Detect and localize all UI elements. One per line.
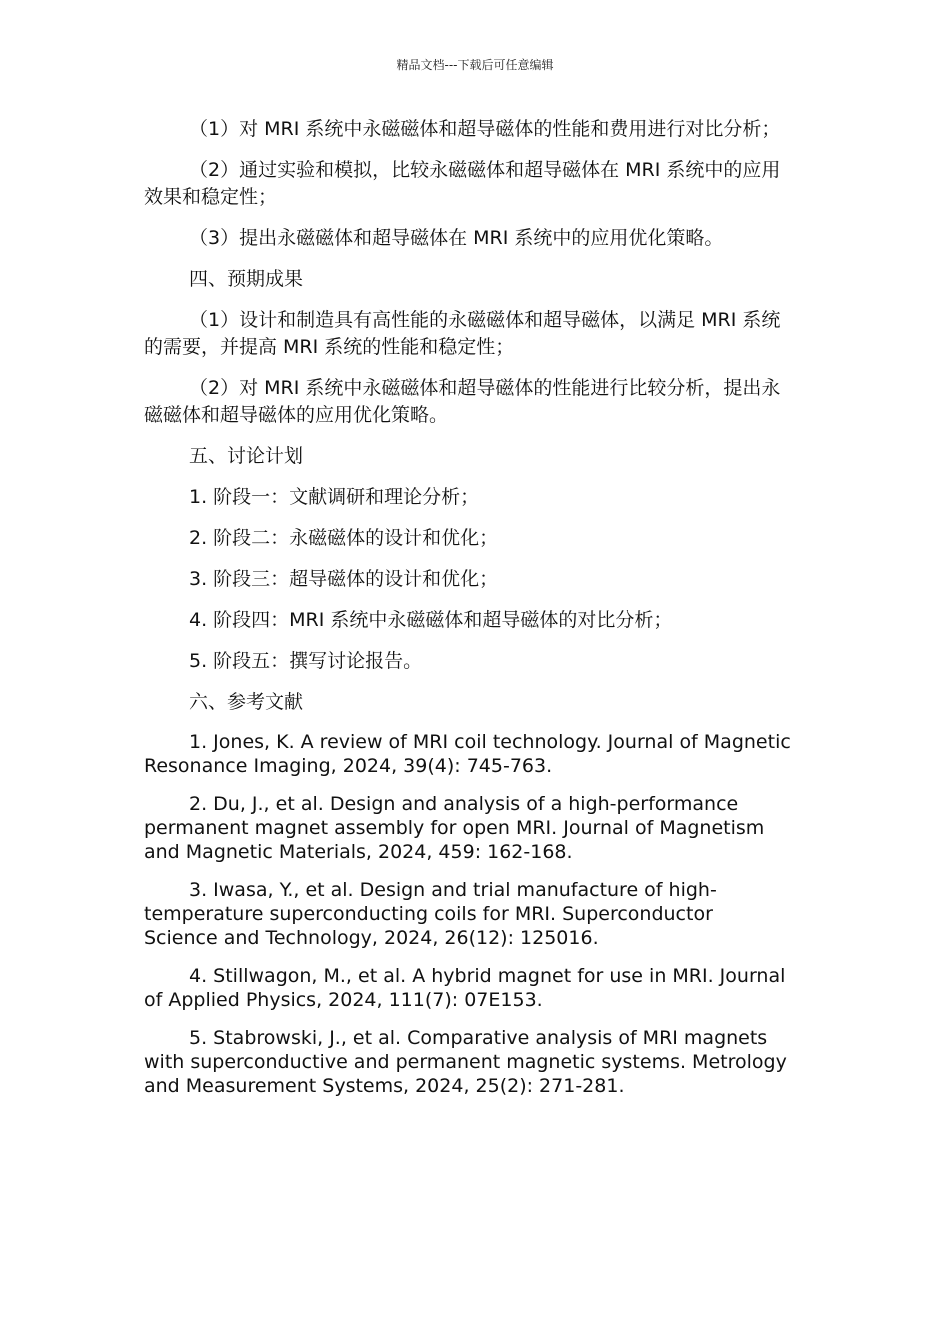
reference-item-5: 5. Stabrowski, J., et al. Comparative analysis of MRI magnets with superconductive and permanent magnetic systems. Metrology and Measurement Systems, 2024, 25(2): 271-281.: [144, 1027, 787, 1097]
plan-stage-1: 1. 阶段一：文献调研和理论分析；: [189, 486, 480, 508]
plan-stage-2: 2. 阶段二：永磁磁体的设计和优化；: [189, 527, 499, 549]
plan-stage-4: 4. 阶段四：MRI 系统中永磁磁体和超导磁体的对比分析；: [189, 609, 673, 631]
plan-stage-5: 5. 阶段五：撰写讨论报告。: [189, 650, 423, 672]
reference-item-1: 1. Jones, K. A review of MRI coil technology. Journal of Magnetic Resonance Imaging, 2024, 39(4): 745-763.: [144, 731, 791, 777]
paragraph-objective-2: （2）通过实验和模拟，比较永磁磁体和超导磁体在 MRI 系统中的应用效果和稳定性；: [144, 159, 781, 208]
reference-item-2: 2. Du, J., et al. Design and analysis of a high-performance permanent magnet assembly for open MRI. Journal of Magnetism and Magnetic Materials, 2024, 459: 162-168.: [144, 793, 765, 863]
page-header: 精品文档---下载后可任意编辑: [396, 58, 554, 72]
section-heading-plan: 五、讨论计划: [189, 445, 304, 467]
paragraph-objective-3: （3）提出永磁磁体和超导磁体在 MRI 系统中的应用优化策略。: [189, 227, 724, 249]
paragraph-result-1: （1）设计和制造具有高性能的永磁磁体和超导磁体，以满足 MRI 系统的需要，并提高 MRI 系统的性能和稳定性；: [144, 309, 781, 358]
paragraph-result-2: （2）对 MRI 系统中永磁磁体和超导磁体的性能进行比较分析，提出永磁磁体和超导磁体的应用优化策略。: [144, 377, 781, 426]
plan-stage-3: 3. 阶段三：超导磁体的设计和优化；: [189, 568, 499, 590]
reference-item-4: 4. Stillwagon, M., et al. A hybrid magnet for use in MRI. Journal of Applied Physics, 2024, 111(7): 07E153.: [144, 965, 786, 1011]
document-body: [144, 116, 792, 1112]
paragraph-objective-1: （1）对 MRI 系统中永磁磁体和超导磁体的性能和费用进行对比分析；: [189, 118, 781, 140]
section-heading-references: 六、参考文献: [189, 691, 304, 713]
section-heading-expected-results: 四、预期成果: [189, 268, 304, 290]
reference-item-3: 3. Iwasa, Y., et al. Design and trial manufacture of high-temperature superconducting coils for MRI. Superconductor Science and Technology, 2024, 26(12): 125016.: [144, 879, 717, 949]
